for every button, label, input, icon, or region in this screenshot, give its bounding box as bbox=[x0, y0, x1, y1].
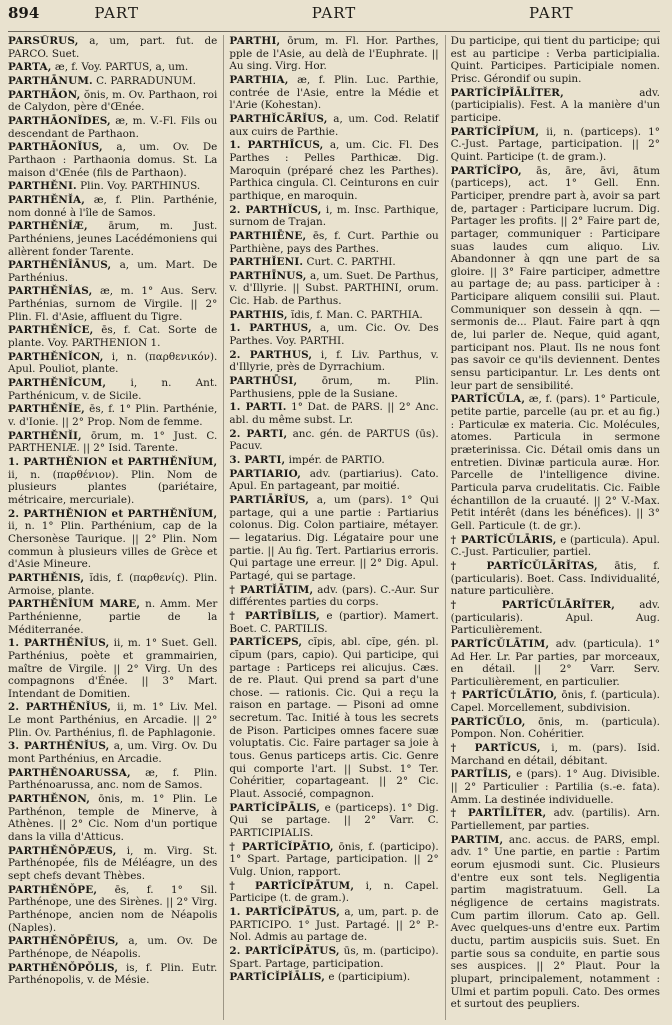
dictionary-entry bbox=[229, 401, 438, 426]
entry-definition: a, um. Ov. De Parthaon : Parthaonia domus. St. La maison d'Œnée (fils de Parthaon). bbox=[8, 141, 218, 179]
entry-headword: PARTĬCĬPO, bbox=[450, 164, 522, 177]
dictionary-entry bbox=[8, 403, 217, 428]
dictionary-entry bbox=[451, 126, 660, 164]
entry-headword: PARTHIA, bbox=[229, 73, 289, 86]
entry-definition: a, um. Virg. Ov. Du mont Parthénius, en Arcadie. bbox=[8, 740, 218, 766]
entry-headword: PARTHĪNUS, bbox=[229, 269, 307, 282]
entry-headword: PARTHŪSI, bbox=[229, 375, 298, 388]
entry-headword: PARTHĔNŎPĒIUS, bbox=[8, 935, 119, 948]
dictionary-entry bbox=[451, 638, 660, 689]
dictionary-entry bbox=[229, 906, 438, 944]
entry-headword: † PARTĬCĬPĀTUM, bbox=[229, 879, 355, 892]
entry-definition: adv. (particularis). Apul. Aug. Particulièrement. bbox=[450, 598, 660, 637]
entry-definition: ēs, f. 1° Sil. Parthénope, une des Sirènes. || 2° Virg. Parthénope, ancien nom de Néapolis (Naples). bbox=[8, 883, 218, 934]
entry-definition: ii, n. (παρθένιον). Plin. Nom de plusieurs plantes (pariétaire, métricaire, mercuriale). bbox=[8, 468, 218, 506]
dictionary-entry bbox=[229, 802, 438, 840]
dictionary-entry bbox=[8, 61, 217, 74]
entry-definition: adv. (partilis). Arn. Partiellement, par parties. bbox=[450, 807, 660, 833]
dictionary-entry bbox=[229, 584, 438, 609]
entry-headword: † PARTĬCŬLĀRĬTER, bbox=[450, 598, 616, 611]
entry-headword: † PARTĬCŬLĀRIS, bbox=[450, 533, 557, 546]
entry-definition: Du participe, qui tient du participe; qui est au participe : Verba participialia. Quint. Participes. Participiale nomen. Prisc. Gérondif ou supin. bbox=[450, 35, 660, 85]
entry-definition: cĭpis, abl. cĭpe, gén. pl. cĭpum (pars, capio). Qui participe, qui partage : Particeps rei alicujus. Cæs. de re. Plaut. Qui prend sa part d'une chose. — rationis. Cic. Qui a reçu la raison en partage. — Pisoni ad omne secretum. Tac. Initié à tous les secrets de Pison. Participes omnes facere suæ voluptatis. Cic. Faire partager sa joie à tous. Genus particeps artis. Cic. Genre qui comporte l'art. || Subst. 1° Ter. Cohéritier, copartageant. || 2° Cic. Plaut. Associé, compagnon. bbox=[229, 636, 439, 801]
entry-headword: 3. PARTHĔNĬUS, bbox=[8, 740, 110, 753]
entry-definition: adv. (particula). 1° Ad Her. Lr. Par parties, par morceaux, en détail. || 2° Varr. Serv. Particulièrement, en particulier. bbox=[450, 637, 660, 688]
dictionary-entry bbox=[451, 689, 660, 714]
page-number: 894 bbox=[8, 4, 40, 22]
dictionary-entry bbox=[8, 845, 217, 883]
entry-headword: † PARTĬĀTIM, bbox=[229, 583, 314, 596]
dictionary-entry bbox=[8, 377, 217, 402]
entry-definition: adv. (pars). C.-Aur. Sur différentes parties du corps. bbox=[229, 583, 439, 609]
dictionary-entry bbox=[229, 454, 438, 467]
entry-headword: † PARTĪBĬLIS, bbox=[229, 609, 320, 622]
entry-definition: ii, n. 1° Plin. Parthénium, cap de la Chersonèse Taurique. || 2° Plin. Nom commun à plusieurs villes de Grèce et d'Asie Mineure. bbox=[8, 520, 218, 571]
entry-headword: PARTHĔNĬCON, bbox=[8, 350, 104, 363]
entry-definition: a, um. Ov. De Parthénope, de Néapolis. bbox=[8, 935, 218, 960]
dictionary-entry bbox=[8, 220, 217, 258]
dictionary-entry bbox=[451, 534, 660, 559]
entry-definition: ĭdis, f. Man. C. PARTHIA. bbox=[287, 308, 423, 321]
entry-definition: ōnis, m. (particula). Pompon. Non. Cohéritier. bbox=[450, 715, 660, 741]
entry-definition: anc. gén. de PARTUS (ūs). Pacuv. bbox=[229, 427, 439, 453]
entry-headword: † PARTĬCUS, bbox=[450, 742, 541, 755]
dictionary-entry bbox=[229, 971, 438, 984]
dictionary-entry bbox=[451, 807, 660, 832]
dictionary-entry bbox=[8, 430, 217, 455]
dictionary-entry bbox=[229, 945, 438, 970]
dictionary-entry bbox=[8, 324, 217, 349]
dictionary-entry bbox=[8, 351, 217, 376]
entry-definition: a, um, part. fut. de PARCO. Suet. bbox=[8, 35, 218, 60]
entry-definition: æ, m. 1° Aus. Serv. Parthénias, surnom de Virgile. || 2° Plin. Fl. d'Asie, affluent du Tigre. bbox=[8, 285, 218, 323]
dictionary-entry bbox=[8, 884, 217, 935]
entry-definition: a, um. Cod. Relatif aux cuirs de Parthie. bbox=[229, 112, 439, 138]
entry-definition: C. PARRADUNUM. bbox=[92, 74, 196, 87]
entry-headword: 3. PARTI, bbox=[229, 454, 286, 466]
entry-definition: ōnis, f. (particula). Capel. Morcellement, subdivision. bbox=[450, 689, 660, 715]
entry-definition: ii, n. (particeps). 1° C.-Just. Partage, participation. || 2° Quint. Participe (t. de gram.). bbox=[450, 125, 660, 163]
dictionary-entry bbox=[229, 349, 438, 374]
entry-definition: a, um. Cic. Ov. Des Parthes. Voy. PARTHI. bbox=[229, 322, 439, 348]
entry-headword: PARTĬCEPS, bbox=[229, 636, 303, 649]
entry-headword: PARTA, bbox=[8, 61, 52, 74]
entry-headword: PARTHĀONĬDES, bbox=[8, 114, 111, 127]
dictionary-entry bbox=[229, 113, 438, 138]
entry-headword: PARSŪRUS, bbox=[8, 35, 79, 47]
entry-headword: PARTHĔNĬE, bbox=[8, 403, 85, 416]
entry-headword: PARTHĔNŎPÆUS, bbox=[8, 844, 117, 857]
entry-definition: a, um. Cic. Fl. Des Parthes : Pelles Parthicæ. Dig. Maroquin (préparé chez les Parthes). Parthica cingula. Cl. Ceinturons en cuir parthique, en maroquin. bbox=[229, 139, 439, 202]
entry-definition: ēs, f. 1° Plin. Parthénie, v. d'Ionie. || 2° Prop. Nom de femme. bbox=[8, 403, 218, 429]
entry-definition: ŏnis, m. Ov. Parthaon, roi de Calydon, père d'Œnée. bbox=[8, 88, 218, 114]
entry-definition: ōrum, m. Fl. Hor. Parthes, pple de l'Asie, au delà de l'Euphrate. || Au sing. Virg. Hor. bbox=[229, 35, 439, 73]
running-head-center: PART bbox=[311, 4, 357, 22]
dictionary-entry bbox=[229, 74, 438, 112]
entry-headword: PARTHĔNI. bbox=[8, 180, 77, 193]
entry-definition: i, m. Insc. Parthique, surnom de Trajan. bbox=[229, 203, 439, 229]
entry-definition: ōnis, f. (participo). 1° Spart. Partage, participation. || 2° Vulg. Union, rapport. bbox=[229, 840, 439, 878]
entry-definition: æ, f. Plin. Parthénie, nom donné à l'île de Samos. bbox=[8, 193, 218, 219]
entry-headword: PARTIARIO, bbox=[229, 467, 302, 480]
dictionary-entry bbox=[8, 740, 217, 765]
entry-headword: PARTĬCŬLĀTIM, bbox=[450, 637, 550, 650]
entry-headword: PARTIĀRĬUS, bbox=[229, 493, 310, 506]
dictionary-entry bbox=[8, 35, 217, 60]
dictionary-entry bbox=[451, 716, 660, 741]
column-left bbox=[8, 35, 217, 1020]
entry-headword: 1. PARTĬCĬPĀTUS, bbox=[229, 905, 341, 918]
dictionary-entry bbox=[229, 256, 438, 269]
dictionary-entry bbox=[229, 230, 438, 255]
dictionary-entry bbox=[229, 494, 438, 583]
entry-headword: PARTHĔNĬI, bbox=[8, 429, 82, 442]
entry-headword: 1. PARTI. bbox=[229, 401, 287, 414]
dictionary-entry bbox=[8, 701, 217, 739]
entry-headword: PARTHĔNĬAS, bbox=[8, 285, 93, 298]
entry-headword: 2. PARTI, bbox=[229, 427, 288, 440]
entry-definition: æ, f. Plin. Luc. Parthie, contrée de l'Asie, entre la Médie et l'Arie (Kohestan). bbox=[229, 73, 439, 112]
dictionary-entry bbox=[451, 35, 660, 86]
entry-headword: † PARTĪLĬTER, bbox=[450, 807, 547, 820]
dictionary-entry bbox=[229, 880, 438, 905]
entry-headword: 1. PARTHĔNION et PARTHĔNĬUM, bbox=[8, 456, 218, 468]
dictionary-entry bbox=[8, 767, 217, 792]
entry-definition: Curt. C. PARTHI. bbox=[303, 256, 396, 269]
dictionary-entry bbox=[229, 428, 438, 453]
entry-definition: ārum, m. Just. Parthéniens, jeunes Lacédémoniens qui allèrent fonder Tarente. bbox=[8, 220, 218, 258]
entry-headword: 1. PARTHĬCUS, bbox=[229, 139, 324, 152]
entry-definition: ātis, f. (particularis). Boet. Cass. Individualité, nature particulière. bbox=[450, 559, 660, 598]
dictionary-entry bbox=[8, 259, 217, 284]
entry-headword: PARTHĔNĬUM MARE, bbox=[8, 598, 141, 611]
entry-headword: PARTĬCĬPĬUM, bbox=[450, 125, 540, 138]
dictionary-entry bbox=[229, 841, 438, 879]
dictionary-entry bbox=[229, 610, 438, 635]
entry-definition: e (participium). bbox=[325, 971, 411, 984]
dictionary-entry bbox=[451, 834, 660, 1011]
entry-definition: e (partior). Mamert. Boet. C. PARTILIS. bbox=[229, 609, 439, 635]
dictionary-entry bbox=[229, 468, 438, 493]
dictionary-entry bbox=[451, 165, 660, 393]
entry-definition: ōrum, m. Plin. Parthusiens, pple de la Susiane. bbox=[229, 375, 439, 400]
column-middle bbox=[223, 35, 438, 1020]
entry-headword: † PARTĬCŬLĀRĬTAS, bbox=[450, 559, 598, 572]
entry-headword: PARTHĔNŎPŎLIS, bbox=[8, 961, 119, 974]
entry-definition: i, m. Virg. St. Parthénopée, fils de Méléagre, un des sept chefs devant Thèbes. bbox=[8, 844, 218, 882]
entry-headword: 2. PARTHĬCUS, bbox=[229, 203, 322, 216]
dictionary-entry bbox=[8, 508, 217, 571]
dictionary-entry bbox=[8, 115, 217, 140]
dictionary-entry bbox=[451, 87, 660, 125]
dictionary-entry bbox=[451, 599, 660, 637]
entry-definition: ii, m. 1° Suet. Gell. Parthénius, poète et grammairien, maître de Virgile. || 2° Virg. Un des compagnons d'Énée. || 3° Mart. Intendant de Domitien. bbox=[8, 637, 218, 700]
dictionary-entry bbox=[229, 35, 438, 73]
entry-headword: PARTHĔNOARUSSA, bbox=[8, 766, 131, 779]
dictionary-entry bbox=[8, 637, 217, 700]
entry-definition: i, n. (παρθενικόν). Apul. Pouliot, plante. bbox=[8, 350, 218, 376]
text-columns bbox=[8, 35, 660, 1020]
entry-definition: i, n. Capel. Participe (t. de gram.). bbox=[229, 879, 439, 905]
entry-definition: adv. (participialis). Fest. A la manière d'un participe. bbox=[450, 86, 660, 124]
entry-definition: i, m. (pars). Isid. Marchand en détail, débitant. bbox=[450, 742, 660, 767]
dictionary-entry bbox=[8, 180, 217, 193]
entry-headword: PARTHĔNĬCE, bbox=[8, 324, 94, 337]
entry-headword: PARTĬCŬLA, bbox=[450, 393, 526, 406]
entry-headword: 2. PARTHĔNĬUS, bbox=[8, 701, 112, 714]
entry-headword: 1. PARTHUS, bbox=[229, 322, 312, 335]
entry-headword: † PARTĬCĬPĀTIO, bbox=[229, 840, 334, 853]
entry-definition: ēs, f. Cat. Sorte de plante. Voy. PARTHENION 1. bbox=[8, 324, 218, 350]
entry-headword: PARTHĔNĬĀNUS, bbox=[8, 259, 112, 272]
entry-definition: ĭdis, f. (παρθενίς). Plin. Armoise, plante. bbox=[8, 571, 218, 597]
entry-headword: PARTHIĒNE, bbox=[229, 229, 307, 242]
dictionary-entry bbox=[229, 270, 438, 308]
entry-definition: æ, m. V.-Fl. Fils ou descendant de Parthaon. bbox=[8, 114, 218, 140]
entry-headword: PARTHĔNĬA, bbox=[8, 193, 86, 206]
dictionary-entry bbox=[229, 139, 438, 202]
page-header bbox=[8, 4, 660, 32]
entry-headword: PARTHĀON, bbox=[8, 88, 81, 101]
entry-definition: i, n. Ant. Parthénicum, v. de Sicile. bbox=[8, 377, 218, 402]
entry-headword: PARTHĔNŎPE, bbox=[8, 883, 98, 896]
dictionary-entry bbox=[229, 636, 438, 801]
entry-headword: PARTHĬENI. bbox=[229, 256, 304, 269]
entry-definition: æ, f. Voy. PARTUS, a, um. bbox=[51, 61, 189, 74]
entry-definition: ōnis, m. 1° Plin. Le Parthénon, temple de Minerve, à Athènes. || 2° Cic. Nom d'un portique dans la villa d'Atticus. bbox=[8, 793, 218, 844]
dictionary-entry bbox=[8, 962, 217, 987]
dictionary-entry bbox=[229, 309, 438, 322]
entry-definition: a, um (pars). 1° Qui partage, qui a une partie : Partiarius colonus. Dig. Colon partiaire, métayer. — legatarius. Dig. Légataire pour une partie. || Au fig. Tert. Partiarius erroris. Qui partage une erreur. || 2° Dig. Apul. Partagé, qui se partage. bbox=[229, 493, 439, 582]
entry-headword: † PARTĬCŬLĀTIO, bbox=[450, 689, 558, 702]
entry-headword: PARTĬCĬPĀLIS, bbox=[229, 801, 321, 814]
entry-headword: PARTHĔNĬCUM, bbox=[8, 377, 107, 390]
entry-definition: e (pars). 1° Aug. Divisible. || 2° Particulier : Partilia (s.-e. fata). Amm. La destinée individuelle. bbox=[450, 768, 660, 806]
dictionary-entry bbox=[8, 572, 217, 597]
dictionary-entry bbox=[229, 204, 438, 229]
entry-headword: 2. PARTHUS, bbox=[229, 348, 313, 361]
entry-definition: a, um. Suet. De Parthus, v. d'Illyrie. || Subst. PARTHINI, orum. Cic. Hab. de Parthus. bbox=[229, 269, 439, 308]
entry-definition: n. Amm. Mer Parthénienne, partie de la Méditerranée. bbox=[8, 598, 218, 636]
entry-headword: PARTHĀONĬUS, bbox=[8, 141, 103, 154]
entry-definition: æ, f. Plin. Parthénoarussa, anc. nom de Samos. bbox=[8, 766, 218, 792]
entry-definition: anc. accus. de PARS, empl. adv. 1° Une partie, en partie : Partim eorum ejusmodi sunt. Cic. Plusieurs d'entre eux sont tels. Negligentia partim magistratuum. Gell. La négligence de certains magistrats. Cum partim illorum. Cato ap. Gell. Avec quelques-uns d'entre eux. Partim ductu, partim auspiciis suis. Suet. En partie sous sa conduite, en partie sous ses auspices. || 2° Plaut. Pour la plupart, principalement, notamment : Ulmi et partim populi. Cato. Des ormes et surtout des peupliers. bbox=[450, 833, 660, 1011]
dictionary-entry bbox=[451, 768, 660, 806]
dictionary-entry bbox=[451, 560, 660, 598]
entry-headword: PARTIM, bbox=[450, 833, 504, 846]
column-right bbox=[445, 35, 660, 1020]
dictionary-entry bbox=[8, 89, 217, 114]
entry-definition: is, f. Plin. Eutr. Parthénopolis, v. de Mésie. bbox=[8, 961, 218, 987]
dictionary-entry bbox=[8, 598, 217, 636]
dictionary-entry bbox=[229, 375, 438, 400]
entry-definition: 1° Dat. de PARS. || 2° Anc. abl. du même subst. Lr. bbox=[229, 401, 439, 427]
dictionary-entry bbox=[8, 935, 217, 960]
entry-headword: PARTHĔNIS, bbox=[8, 571, 85, 584]
entry-definition: a, um, part. p. de PARTICIPO. 1° Just. Partagé. || 2° P.-Nol. Admis au partage de. bbox=[229, 905, 439, 944]
entry-definition: i, f. Liv. Parthus, v. d'Illyrie, près de Dyrrachium. bbox=[229, 348, 439, 374]
dictionary-entry bbox=[8, 285, 217, 323]
entry-headword: PARTHĀNUM. bbox=[8, 74, 93, 87]
entry-headword: 1. PARTHĔNĬUS, bbox=[8, 637, 110, 650]
dictionary-entry bbox=[229, 322, 438, 347]
entry-definition: ōrum, m. 1° Just. C. PARTHENIÆ. || 2° Isid. Tarente. bbox=[8, 429, 218, 455]
entry-definition: e (particula). Apul. C.-Just. Particulier, partiel. bbox=[450, 533, 660, 559]
entry-definition: ās, āre, āvi, ātum (particeps), act. 1° Gell. Enn. Participer, prendre part à, avoir sa part de, partager : Participare lucrum. Dig. Partager les profits. || 2° Faire part de, partager, communiquer : Participare suas laudes cum aliquo. Liv. Abandonner à qqn une part de sa gloire. || 3° Faire participer, admettre au partage de; au pass. participer à : Participare aliquem consilii sui. Plaut. Communiquer son dessein à qqn. — sermonis de... Plaut. Faire part à qqn de, lui parler de. Neque, quid agant, participant nos. Plaut. Ils ne nous font pas savoir ce qu'ils deviennent. Dentes sensu participantur. Lr. Les dents ont leur part de sensibilité. bbox=[450, 164, 660, 392]
entry-definition: adv. (partiarius). Cato. Apul. En partageant, par moitié. bbox=[229, 467, 439, 493]
dictionary-entry bbox=[8, 141, 217, 179]
entry-definition: ēs, f. Curt. Parthie ou Parthiène, pays des Parthes. bbox=[229, 229, 439, 255]
dictionary-entry bbox=[451, 393, 660, 532]
entry-headword: PARTHIS, bbox=[229, 308, 288, 321]
dictionary-entry bbox=[8, 793, 217, 844]
entry-headword: PARTĪLIS, bbox=[450, 768, 512, 781]
entry-headword: 2. PARTĬCĬPĀTUS, bbox=[229, 944, 340, 957]
entry-headword: PARTĬCŬLO, bbox=[450, 715, 526, 728]
entry-headword: PARTHI, bbox=[229, 35, 281, 47]
entry-headword: PARTHĔNĬÆ, bbox=[8, 220, 88, 233]
dictionary-entry bbox=[8, 194, 217, 219]
entry-headword: 2. PARTHĔNION et PARTHĔNĬUM, bbox=[8, 507, 218, 520]
entry-definition: æ, f. (pars). 1° Particule, petite partie, parcelle (au pr. et au fig.) : Particulæ ex materia. Cic. Molécules, atomes. Particula in sermone præterinissa. Cic. Détail omis dans un entretien. Divinæ particula auræ. Hor. Parcelle de l'intelligence divine. Particula parva crudelitatis. Cic. Faible échantillon de la cruauté. || 2° V.-Max. Petit intérêt (dans les bénéfices). || 3° Gell. Particule (t. de gr.). bbox=[450, 393, 660, 532]
running-head-left: PART bbox=[94, 4, 139, 22]
entry-definition: a, um. Mart. De Parthénius. bbox=[8, 259, 218, 284]
dictionary-entry bbox=[451, 742, 660, 767]
entry-headword: PARTĬCĬPĬĀLIS, bbox=[229, 971, 326, 984]
entry-definition: impér. de PARTIO. bbox=[285, 454, 385, 466]
entry-definition: Plin. Voy. PARTHINUS. bbox=[76, 180, 201, 193]
dictionary-entry bbox=[8, 456, 217, 507]
entry-headword: PARTĬCĬPĬĀLĬTER, bbox=[450, 86, 564, 99]
entry-headword: PARTHĔNON, bbox=[8, 793, 91, 806]
entry-headword: PARTHĬCĀRĬUS, bbox=[229, 112, 328, 125]
entry-definition: ūs, m. (participo). Spart. Partage, participation. bbox=[229, 944, 439, 970]
dictionary-entry bbox=[8, 75, 217, 88]
entry-definition: ii, m. 1° Liv. Mel. Le mont Parthénius, en Arcadie. || 2° Plin. Ov. Parthénius, fl. de Paphlagonie. bbox=[8, 701, 218, 739]
entry-definition: e (particeps). 1° Dig. Qui se partage. || 2° Varr. C. PARTICIPIALIS. bbox=[229, 801, 439, 840]
running-head-right: PART bbox=[529, 4, 574, 22]
